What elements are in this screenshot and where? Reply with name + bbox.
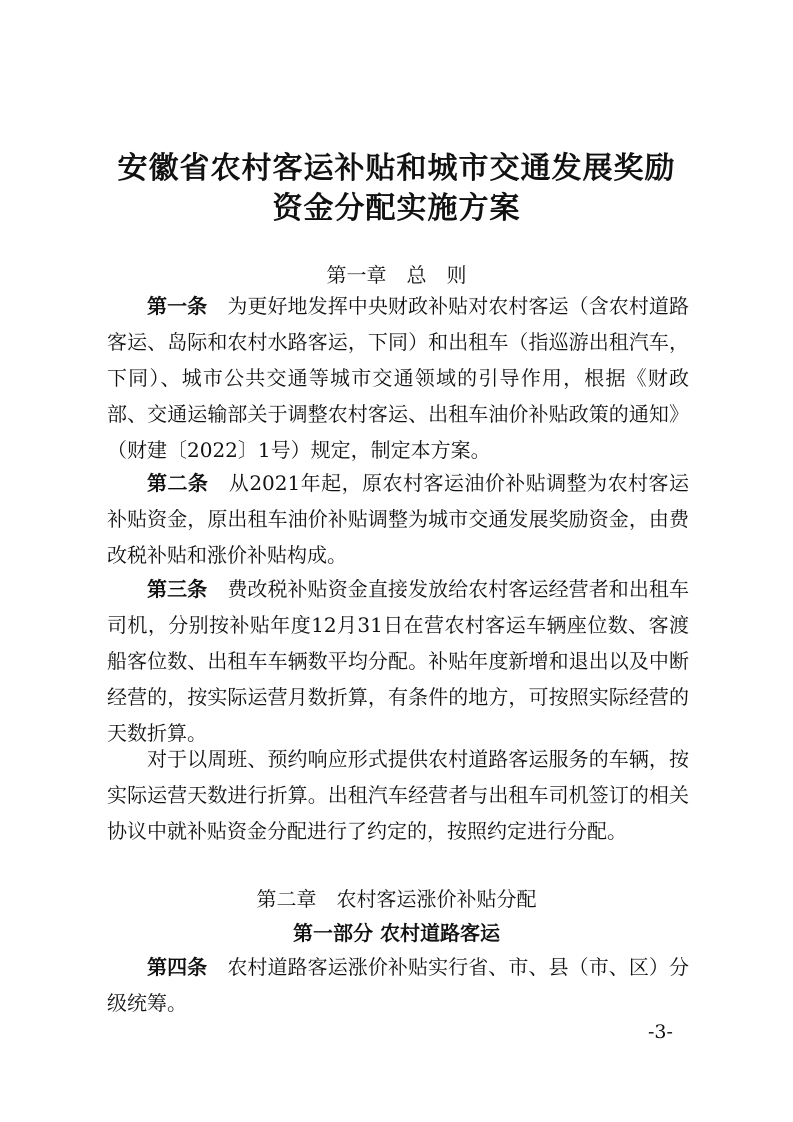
article-3-text: 费改税补贴资金直接发放给农村客运经营者和出租车司机，分别按补贴年度12月31日在营农村客运车辆座位数、客渡船客位数、出租车车辆数平均分配。补贴年度新增和退出以及中断经营的，按实际运营月数折算，有条件的地方，可按照实际经营的天数折算。: [107, 577, 690, 745]
article-1-label: 第一条: [147, 294, 208, 318]
article-4-text: 农村道路客运涨价补贴实行省、市、县（市、区）分级统筹。: [107, 955, 690, 1015]
article-1-text: 为更好地发挥中央财政补贴对农村客运（含农村道路客运、岛际和农村水路客运，下同）和出租车（指巡游出租汽车，下同）、城市公共交通等城市交通领域的引导作用，根据《财政部、交通运输部关于调整农村客运、出租车油价补贴政策的通知》（财建〔2022〕1号）规定，制定本方案。: [107, 294, 690, 462]
article-3: [107, 571, 689, 751]
article-1: [107, 288, 689, 468]
part-1-heading: 第一部分 农村道路客运: [293, 921, 500, 945]
document-title-line-1: 安徽省农村客运补贴和城市交通发展奖励: [117, 151, 676, 186]
article-4: [107, 949, 689, 1021]
article-3-paragraph-2: 对于以周班、预约响应形式提供农村道路客运服务的车辆，按实际运营天数进行折算。出租汽车经营者与出租车司机签订的相关协议中就补贴资金分配进行了约定的，按照约定进行分配。: [107, 747, 689, 843]
chapter-2-heading: 第二章 农村客运涨价补贴分配: [256, 887, 537, 911]
article-2: [107, 465, 689, 573]
document-title-line-2: 资金分配实施方案: [272, 191, 521, 226]
article-3-label: 第三条: [147, 577, 208, 601]
chapter-1-heading: 第一章 总 则: [326, 263, 467, 287]
article-4-label: 第四条: [147, 955, 208, 979]
article-2-text: 从2021年起，原农村客运油价补贴调整为农村客运补贴资金，原出租车油价补贴调整为城市交通发展奖励资金，由费改税补贴和涨价补贴构成。: [107, 471, 690, 567]
page-number: -3-: [648, 1021, 673, 1043]
article-2-label: 第二条: [147, 471, 209, 495]
